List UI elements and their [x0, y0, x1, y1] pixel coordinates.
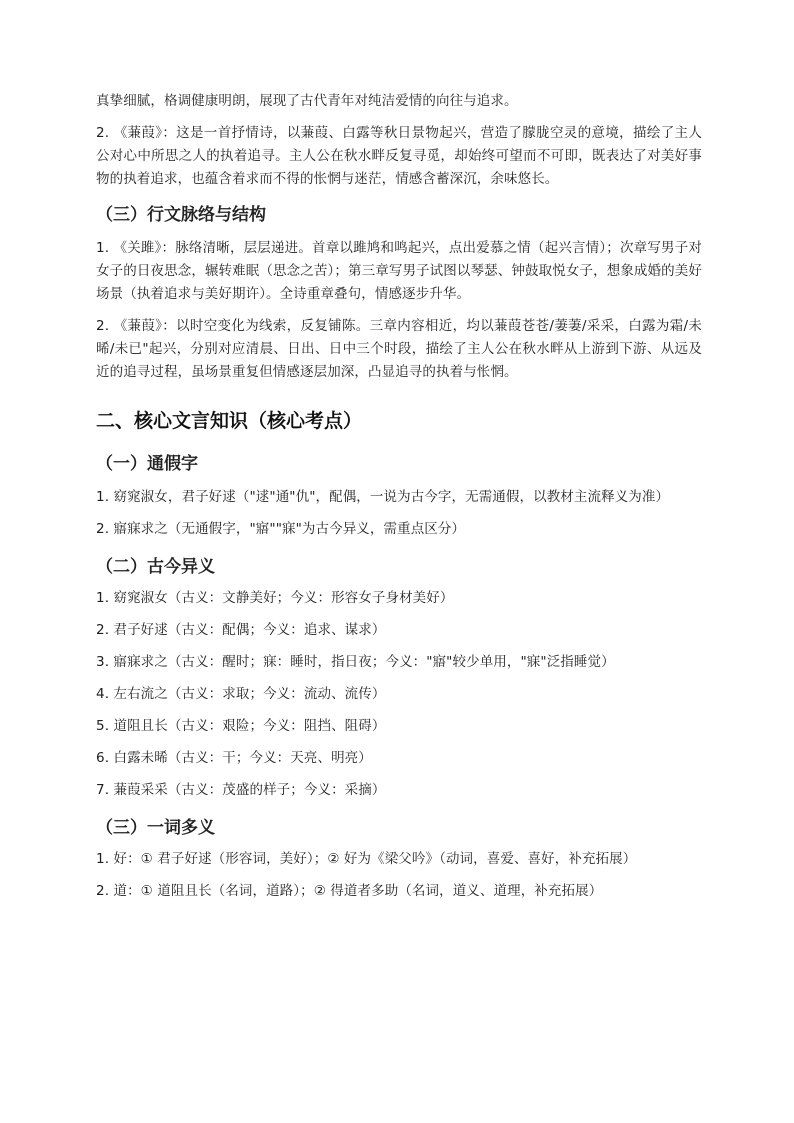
list-item: 2. 道：① 道阻且长（名词，道路）；② 得道者多助（名词，道义、道理，补充拓展） — [96, 883, 603, 899]
list-item: 1. 窈窕淑女（古义：文静美好；今义：形容女子身材美好） — [96, 590, 454, 606]
list-item: 4. 左右流之（古义：求取；今义：流动、流传） — [96, 686, 386, 702]
jianjia-theme-paragraph: 2. 《蒹葭》：这是一首抒情诗，以蒹葭、白露等秋日景物起兴，营造了朦胧空灵的意境，描绘了主人公对心中所思之人的执着追寻。主人公在秋水畔反复寻觅，却始终可望而不可即，既表达了对美好事物的执着追求，也蕴含着求而不得的怅惘与迷茫，情感含蓄深沉，余味悠长。 — [96, 125, 702, 187]
document-page — [96, 90, 702, 912]
guanju-structure-paragraph: 1. 《关雎》：脉络清晰，层层递进。首章以雎鸠和鸣起兴，点出爱慕之情（起兴言情）；次章写男子对女子的日夜思念，辗转难眠（思念之苦）；第三章写男子试图以琴瑟、钟鼓取悦女子，想象成婚的美好场景（执着追求与美好期许）。全诗重章叠句，情感逐步升华。 — [96, 240, 702, 302]
list-item: 2. 君子好逑（古义：配偶；今义：追求、谋求） — [96, 622, 386, 638]
continuation-paragraph: 真挚细腻，格调健康明朗，展现了古代青年对纯洁爱情的向往与追求。 — [96, 93, 518, 109]
tongjia-heading: （一）通假字 — [96, 454, 198, 474]
list-item: 5. 道阻且长（古义：艰险；今义：阻挡、阻碍） — [96, 718, 386, 734]
list-item: 7. 蒹葭采采（古义：茂盛的样子；今义：采摘） — [96, 782, 386, 798]
list-item: 2. 寤寐求之（无通假字，"寤""寐"为古今异义，需重点区分） — [96, 521, 466, 537]
structure-heading: （三）行文脉络与结构 — [96, 205, 266, 225]
list-item: 6. 白露未晞（古义：干；今义：天亮、明亮） — [96, 750, 372, 766]
list-item: 3. 寤寐求之（古义：醒时；寐：睡时，指日夜；今义："寤"较少单用，"寐"泛指睡觉） — [96, 654, 615, 670]
list-item: 1. 窈窕淑女，君子好逑（"逑"通"仇"，配偶，一说为古今字，无需通假，以教材主流释义为准） — [96, 489, 670, 505]
jianjia-structure-paragraph: 2. 《蒹葭》：以时空变化为线索，反复铺陈。三章内容相近，均以蒹葭苍苍/萋萋/采采，白露为霜/未晞/未已"起兴，分别对应清晨、日出、日中三个时段，描绘了主人公在秋水畔从上游到下游、从远及近的追寻过程，虽场景重复但情感逐层加深，凸显追寻的执着与怅惘。 — [96, 318, 702, 380]
section-2-heading: 二、核心文言知识（核心考点） — [96, 410, 363, 432]
gujin-yiyi-heading: （二）古今异义 — [96, 557, 215, 577]
list-item: 1. 好：① 君子好逑（形容词，美好）；② 好为《梁父吟》（动词，喜爱、喜好，补充拓展） — [96, 851, 637, 867]
yici-duoyi-heading: （三）一词多义 — [96, 818, 215, 838]
